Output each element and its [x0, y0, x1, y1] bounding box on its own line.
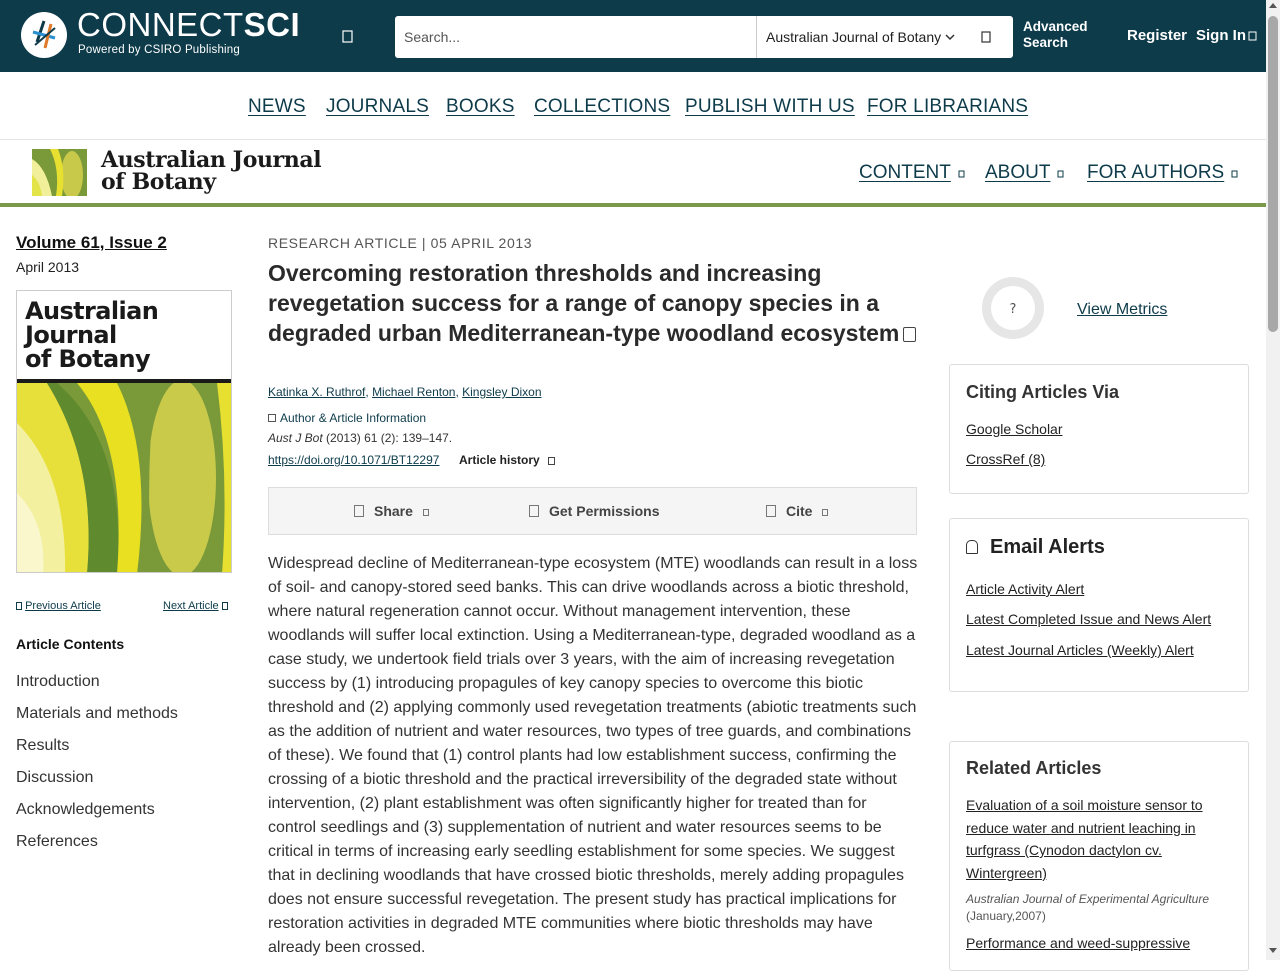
cover-title-line1: Australian [25, 297, 159, 325]
related-articles-box [949, 741, 1249, 971]
related-article-date: (January,2007) [966, 909, 1046, 923]
altmetric-badge-icon[interactable] [981, 276, 1045, 340]
related-articles-heading: Related Articles [966, 758, 1102, 778]
crossref-link[interactable]: CrossRef (8) [966, 451, 1046, 467]
author-article-info-toggle[interactable] [268, 411, 426, 425]
related-article-journal: Australian Journal of Experimental Agriculture [966, 892, 1210, 906]
nav-publish-with-us[interactable]: PUBLISH WITH US [685, 96, 855, 117]
related-article-link[interactable]: Performance and weed-suppressive [966, 935, 1191, 951]
article-contents-list [16, 673, 178, 865]
brand-tagline: Powered by CSIRO Publishing [78, 44, 241, 56]
open-access-icon [903, 327, 916, 342]
altmetric-score: ? [1009, 302, 1017, 317]
author-link[interactable]: Michael Renton [372, 385, 456, 399]
previous-article-label: Previous Article [25, 600, 101, 612]
article-abstract: Widespread decline of Mediterranean-type ecosystem (MTE) woodlands can result in a loss of soil- and canopy-stored seed banks. This can drive woodlands across a biotic threshold, where natural regeneration cannot occur. Without management intervention, these woodlands will suffer local extinction. Using a Mediterranean-type, degraded woodland as a case study, we undertook field trials over 3 years, with the aim of increasing revegetation success by (1) introducing propagules of key canopy species to overcome this biotic threshold and (2) applying commonly used revegetation treatments (abiotic treatments such as the addition of nutrient and water resources, two types of tree guards, and combinations of these). We found that (1) control plants had low establishment success, confirming the crossing of a biotic threshold and the practical irreversibility of the degraded state without intervention, (2) plant establishment was often significantly higher for treated than for control seedlings and (3) supplementation of nutrient and water resources seems to be critical in terms of increasing early seedling establishment for some species. We suggest that in declining woodlands that have crossed biotic thresholds, merely adding propagules does not ensure successful revegetation. The present study has practical implications for restoration activities in degraded MTE communities where biotic thresholds may have already been crossed. [268, 555, 918, 956]
article-activity-alert-link[interactable]: Article Activity Alert [966, 581, 1085, 597]
latest-issue-alert-link[interactable]: Latest Completed Issue and News Alert [966, 611, 1212, 627]
arrow-left-icon [16, 602, 22, 610]
related-article-source [966, 892, 1209, 906]
top-bar [0, 0, 1266, 72]
citing-articles-box [949, 364, 1249, 494]
bell-icon [966, 540, 978, 554]
brand-name[interactable] [77, 6, 300, 44]
nav-news[interactable]: NEWS [248, 96, 306, 117]
view-metrics-link[interactable]: View Metrics [1077, 301, 1168, 318]
brand-name-light: CONNECT [77, 6, 244, 43]
get-permissions-button[interactable] [529, 503, 660, 519]
issue-title-link[interactable]: Volume 61, Issue 2 [16, 233, 167, 252]
sign-in-link[interactable] [1196, 27, 1258, 44]
author-link[interactable]: Kingsley Dixon [462, 385, 542, 399]
citing-articles-heading: Citing Articles Via [966, 382, 1120, 402]
journal-nav-about-label: ABOUT [985, 162, 1051, 183]
chevron-down-icon [1231, 162, 1239, 170]
citation-details: (2013) 61 (2): 139–147. [326, 431, 453, 445]
page-scrollbar[interactable] [1266, 0, 1280, 960]
sign-in-label: Sign In [1196, 27, 1246, 44]
cite-label: Cite [786, 503, 813, 519]
brand-name-bold: SCI [243, 6, 301, 43]
journal-nav-for-authors[interactable] [1087, 162, 1239, 184]
journal-name-line1: Australian Journal [101, 147, 322, 173]
nav-books[interactable]: BOOKS [446, 96, 515, 117]
search-box [395, 16, 1013, 58]
next-article-label: Next Article [163, 600, 219, 612]
next-article-link[interactable] [163, 600, 228, 612]
nav-collections[interactable]: COLLECTIONS [534, 96, 671, 117]
latest-articles-alert-link[interactable]: Latest Journal Articles (Weekly) Alert [966, 642, 1194, 658]
share-label: Share [374, 503, 413, 519]
get-permissions-label: Get Permissions [549, 503, 660, 519]
chevron-down-icon [958, 162, 966, 170]
search-icon[interactable] [977, 28, 995, 46]
toc-item-introduction[interactable]: Introduction [16, 673, 100, 690]
share-icon [354, 505, 364, 517]
cite-icon [766, 505, 776, 517]
sign-in-icon [1248, 28, 1258, 38]
main-nav [0, 72, 1266, 140]
chevron-down-icon [1057, 162, 1065, 170]
scroll-down-arrow-icon[interactable] [1269, 948, 1277, 953]
nav-journals[interactable]: JOURNALS [326, 96, 429, 117]
article-type: RESEARCH ARTICLE [268, 235, 418, 251]
previous-article-link[interactable] [16, 600, 101, 612]
search-input[interactable] [395, 16, 755, 58]
author-link[interactable]: Katinka X. Ruthrof [268, 385, 366, 399]
author-list: Katinka X. Ruthrof, Michael Renton, Kingsley Dixon [268, 385, 542, 399]
connectsci-logo-icon[interactable] [21, 12, 67, 58]
advanced-search-line1: Advanced [1023, 19, 1088, 34]
journal-nav-content-label: CONTENT [859, 162, 951, 183]
cover-title-line2: Journal [25, 321, 117, 349]
author-article-info-label: Author & Article Information [280, 411, 427, 425]
google-scholar-link[interactable]: Google Scholar [966, 421, 1063, 437]
article-tools-bar [268, 487, 917, 535]
toc-item-references[interactable]: References [16, 833, 98, 850]
permissions-icon [529, 505, 539, 517]
doi-link[interactable]: https://doi.org/10.1071/BT12297 [268, 453, 440, 467]
email-alerts-heading [966, 536, 1105, 559]
expand-icon [548, 457, 555, 465]
journal-name[interactable] [101, 149, 321, 193]
search-scope-select[interactable]: Australian Journal of Botany [756, 16, 966, 58]
nav-for-librarians[interactable]: FOR LIBRARIANS [867, 96, 1029, 117]
article-history-toggle[interactable] [459, 453, 555, 467]
toc-item-acknowledgements[interactable]: Acknowledgements [16, 801, 155, 818]
register-link[interactable]: Register [1127, 27, 1188, 44]
issue-cover-image[interactable] [16, 290, 232, 573]
share-button[interactable] [354, 503, 429, 519]
toc-item-materials-and-methods[interactable]: Materials and methods [16, 705, 178, 722]
article-title-text: Overcoming restoration thresholds and increasing revegetation success for a range of canopy species in a degraded urban Mediterranean-type woodland ecosystem [268, 260, 900, 346]
journal-logo-icon[interactable] [32, 149, 87, 196]
journal-nav-about[interactable] [985, 162, 1065, 184]
expand-icon [268, 414, 276, 422]
journal-nav-content[interactable] [859, 162, 966, 184]
cover-title-line3: of Botany [25, 345, 151, 373]
advanced-search-link[interactable] [1023, 19, 1103, 51]
related-article-link[interactable]: Evaluation of a soil moisture sensor to reduce water and nutrient leaching in turfgrass (Cynodon dactylon cv. Wintergreen) [966, 797, 1203, 881]
cite-button[interactable] [766, 503, 828, 519]
menu-toggle-icon[interactable] [338, 26, 358, 46]
email-alerts-box [949, 518, 1249, 692]
article-citation [268, 431, 452, 445]
journal-nav-for-authors-label: FOR AUTHORS [1087, 162, 1225, 183]
journal-bar [0, 140, 1266, 207]
email-alerts-heading-text: Email Alerts [990, 536, 1105, 558]
cover-art [17, 383, 232, 573]
article-meta-separator: | [421, 235, 427, 251]
article-contents-heading: Article Contents [16, 636, 125, 652]
article-title [268, 258, 918, 348]
toc-item-results[interactable]: Results [16, 737, 70, 754]
chevron-down-icon [822, 509, 828, 516]
chevron-down-icon[interactable] [943, 30, 957, 44]
journal-name-line2: of Botany [101, 169, 216, 195]
scrollbar-thumb[interactable] [1268, 16, 1278, 332]
issue-date: April 2013 [16, 259, 80, 275]
scroll-up-arrow-icon[interactable] [1269, 3, 1277, 8]
article-history-label: Article history [459, 453, 540, 467]
chevron-down-icon [423, 509, 429, 516]
arrow-right-icon [222, 602, 228, 610]
citation-journal: Aust J Bot [268, 431, 323, 445]
advanced-search-line2: Search [1023, 35, 1069, 50]
toc-item-discussion[interactable]: Discussion [16, 769, 94, 786]
cover-title [25, 299, 158, 371]
article-meta [268, 235, 532, 251]
article-date: 05 APRIL 2013 [430, 235, 533, 251]
